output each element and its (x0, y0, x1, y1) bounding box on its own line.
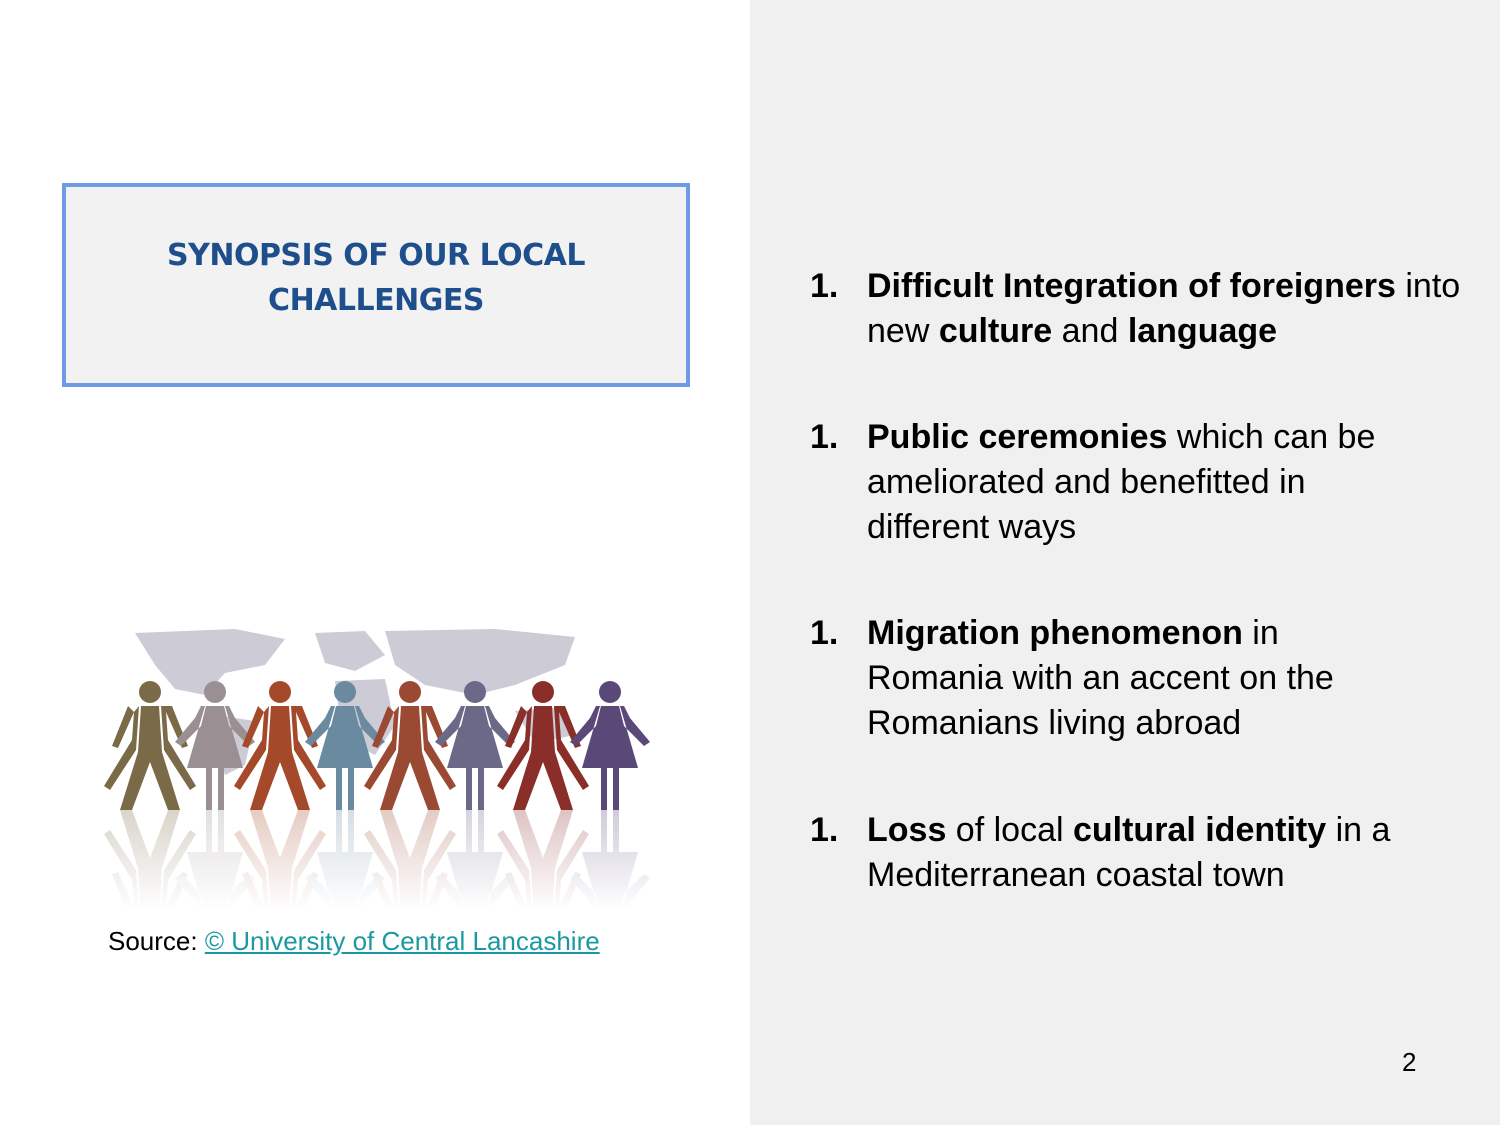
source-link[interactable]: © University of Central Lancashire (204, 926, 600, 956)
text-plain: in Romania with an accent on the Romanians living abroad (867, 614, 1334, 742)
list-number: 1. (810, 267, 839, 305)
list-text (867, 808, 1467, 898)
list-text (867, 264, 1467, 354)
slide-title: SYNOPSIS OF OUR LOCAL CHALLENGES (167, 238, 585, 318)
text-bold: Migration phenomenon (867, 614, 1243, 652)
page-number: 2 (1402, 1047, 1417, 1077)
text-plain: which can be ameliorated and benefitted in different ways (867, 418, 1376, 546)
list-text (867, 611, 1397, 746)
text-bold: cultural identity (1072, 811, 1327, 849)
text-bold: language (1127, 312, 1278, 350)
image-source-caption (108, 926, 600, 957)
list-number: 1. (810, 614, 839, 652)
list-number: 1. (810, 811, 839, 849)
title-box (62, 183, 690, 387)
people-world-map-image (95, 625, 655, 910)
text-plain: of local (946, 811, 1073, 849)
text-bold: Difficult Integration of foreigners (867, 267, 1396, 305)
text-bold: Public ceremonies (867, 418, 1168, 456)
right-pane (750, 0, 1500, 1125)
text-plain: into new (867, 267, 1461, 350)
source-label: Source: (108, 926, 205, 956)
text-plain: in a Mediterranean coastal town (867, 811, 1391, 894)
text-plain: and (1052, 312, 1128, 350)
text-bold: culture (938, 312, 1053, 350)
list-text (867, 415, 1437, 550)
list-number: 1. (810, 418, 839, 456)
text-bold: Loss (867, 811, 947, 849)
